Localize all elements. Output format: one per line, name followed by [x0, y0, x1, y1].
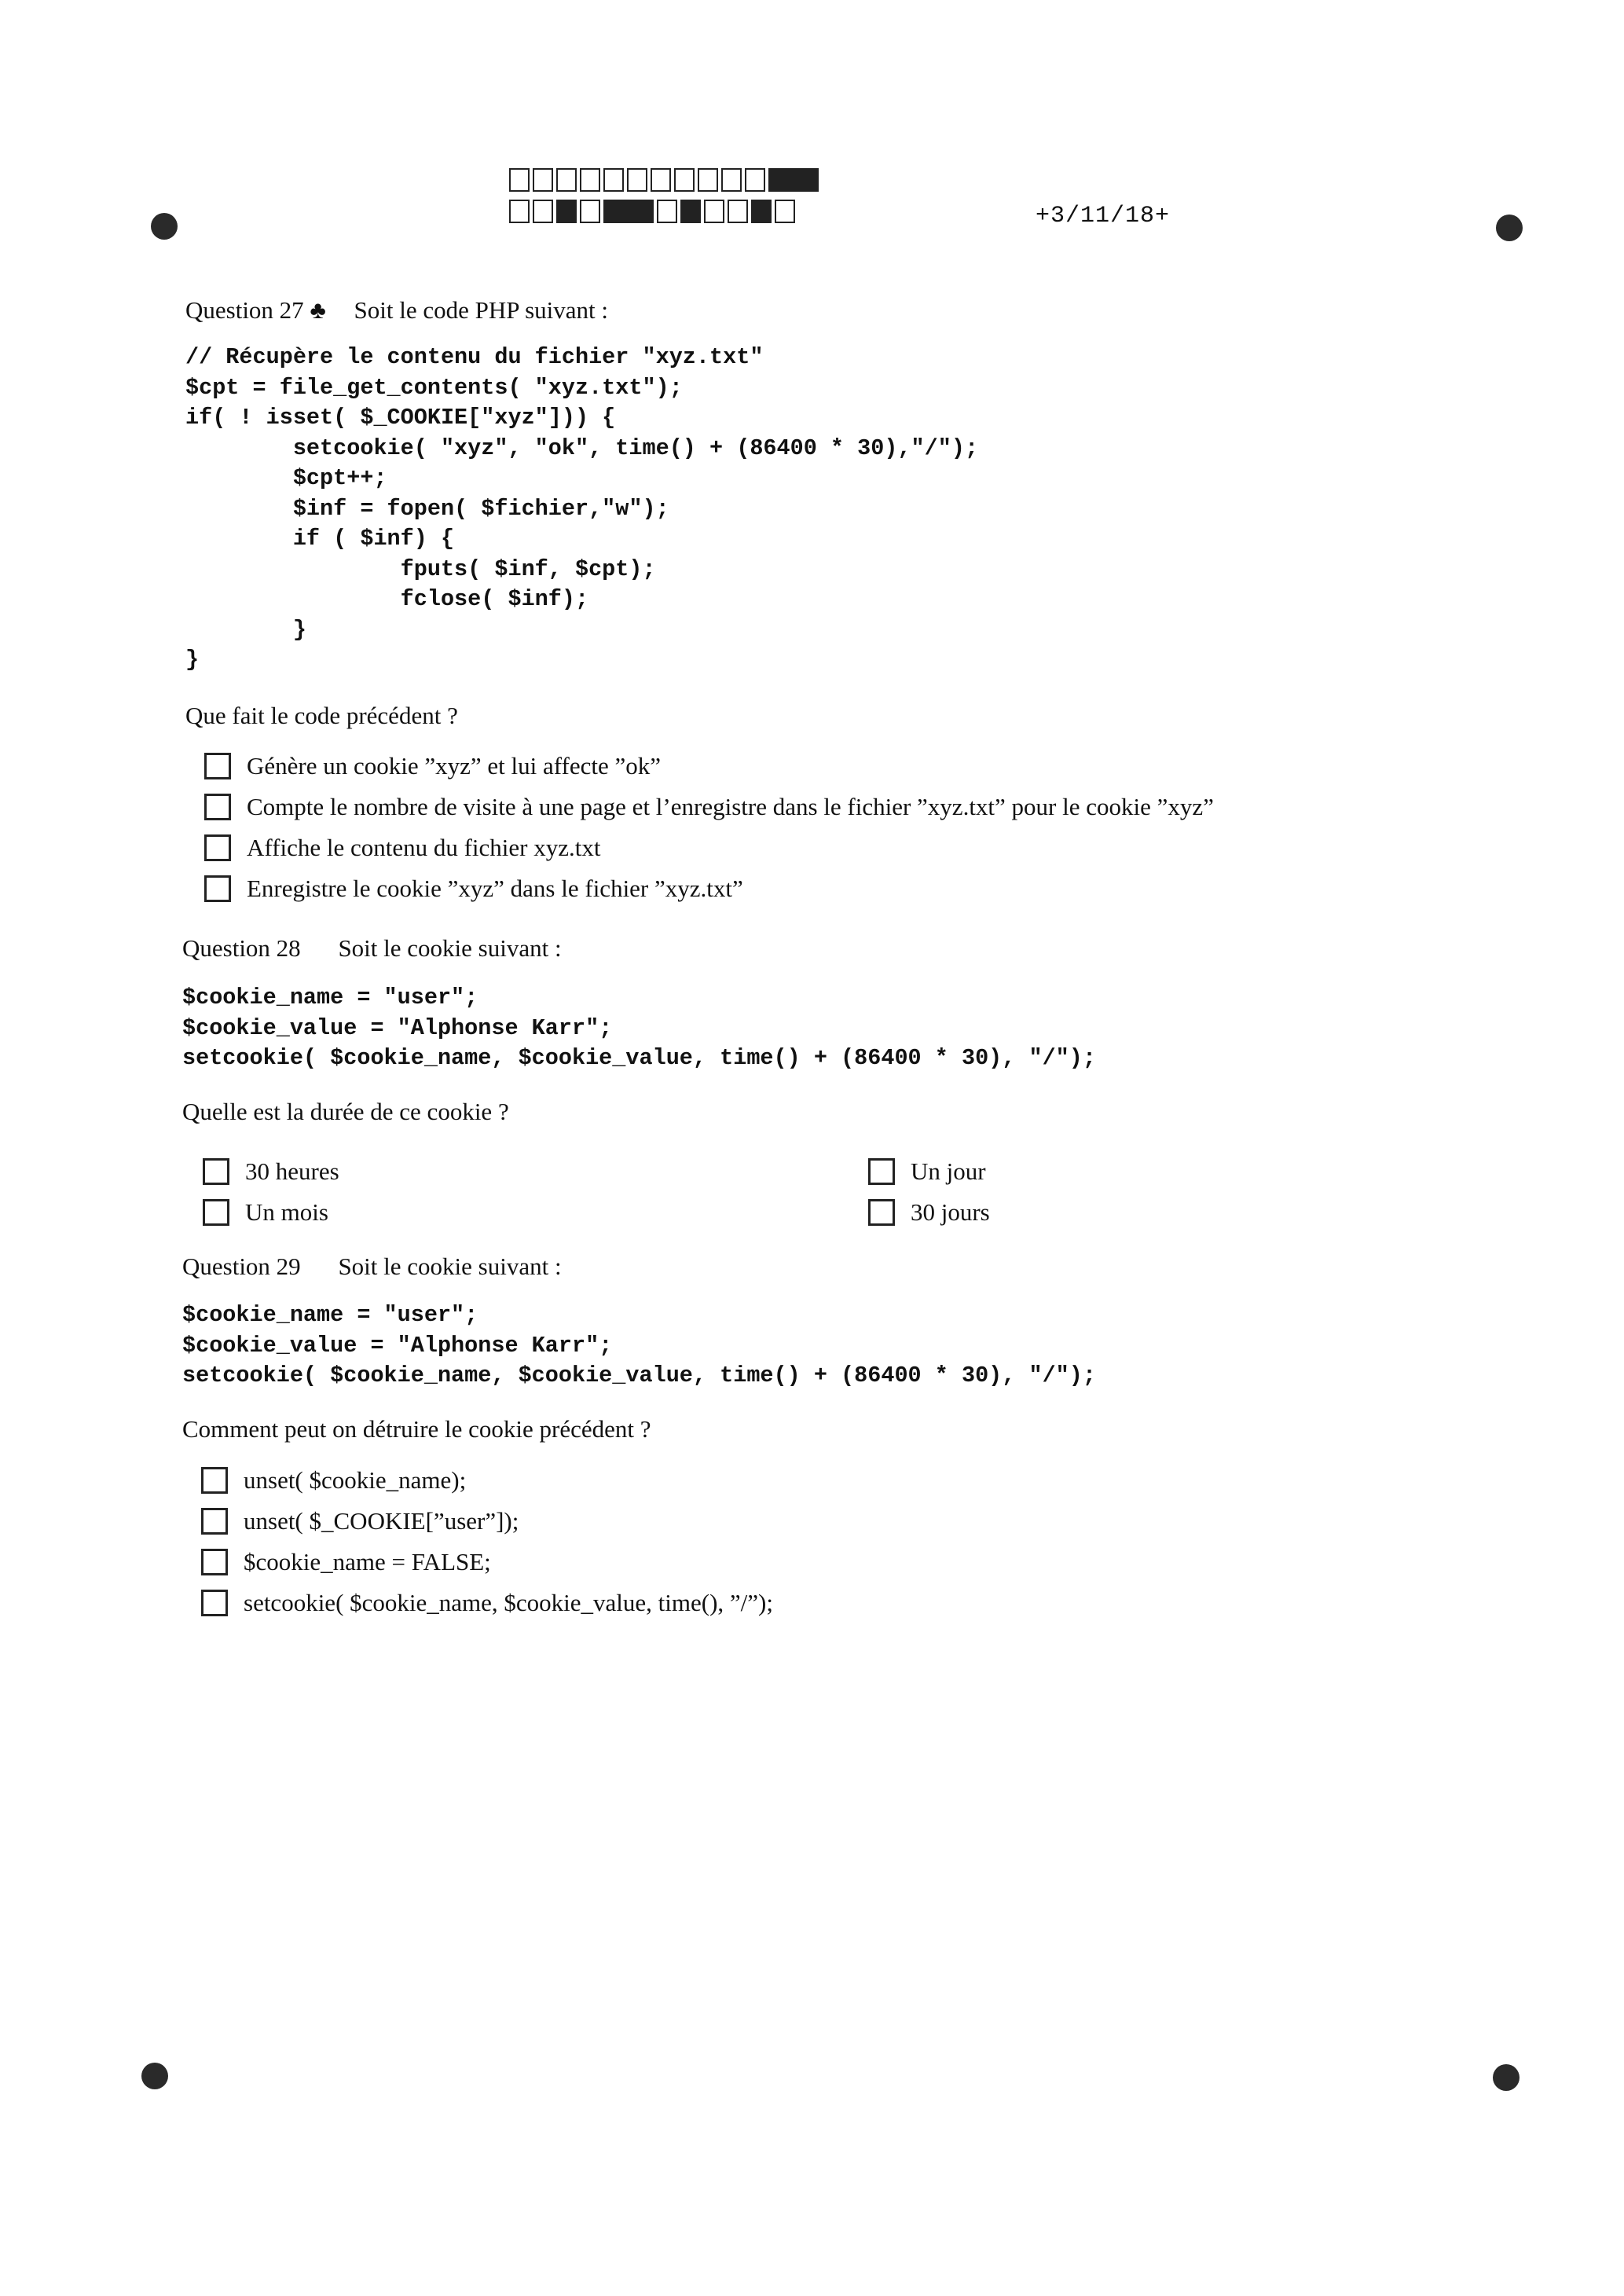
question-27-title	[185, 296, 608, 325]
answer-checkbox[interactable]	[203, 1158, 229, 1185]
question-29-title	[182, 1253, 562, 1281]
barcode-cell	[509, 200, 530, 223]
question-29-option-2[interactable]	[201, 1507, 519, 1535]
page-id: +3/11/18+	[1036, 203, 1171, 229]
barcode-cell-filled	[603, 200, 654, 223]
code-line: setcookie( $cookie_name, $cookie_value, time() + (86400 * 30), "/");	[182, 1045, 1096, 1071]
option-label: Un jour	[911, 1157, 986, 1185]
barcode-cell	[580, 200, 600, 223]
barcode-cell	[580, 168, 600, 192]
question-28-option-2[interactable]	[868, 1157, 986, 1186]
question-intro: Soit le code PHP suivant :	[354, 296, 609, 324]
code-line: fclose( $inf);	[185, 586, 589, 612]
question-intro: Soit le cookie suivant :	[338, 934, 562, 962]
registration-mark-top-right	[1496, 215, 1523, 241]
answer-checkbox[interactable]	[868, 1158, 895, 1185]
option-label: setcookie( $cookie_name, $cookie_value, time(), ”/”);	[244, 1589, 773, 1616]
question-27-option-2[interactable]	[204, 793, 1214, 821]
question-29-option-3[interactable]	[201, 1548, 491, 1576]
barcode-cell	[509, 168, 530, 192]
question-27-option-1[interactable]	[204, 752, 661, 780]
question-28-code	[182, 983, 1096, 1074]
barcode-cell	[674, 168, 695, 192]
barcode-cell-filled	[768, 168, 819, 192]
question-28-option-3[interactable]	[203, 1198, 328, 1227]
question-number: Question 29	[182, 1253, 301, 1280]
question-28-option-4[interactable]	[868, 1198, 990, 1227]
barcode-cell	[533, 168, 553, 192]
answer-checkbox[interactable]	[203, 1199, 229, 1226]
answer-checkbox[interactable]	[204, 834, 231, 861]
question-27-prompt: Que fait le code précédent ?	[185, 702, 458, 729]
code-line: // Récupère le contenu du fichier "xyz.txt"	[185, 344, 764, 370]
question-number: Question 28	[182, 934, 301, 962]
answer-checkbox[interactable]	[204, 794, 231, 820]
registration-mark-bottom-left	[141, 2063, 168, 2089]
barcode-cell	[533, 200, 553, 223]
code-line: $cookie_name = "user";	[182, 1302, 478, 1328]
question-29-prompt: Comment peut on détruire le cookie précédent ?	[182, 1415, 651, 1443]
barcode-cell	[651, 168, 671, 192]
question-27-option-4[interactable]	[204, 875, 743, 903]
question-28-option-1[interactable]	[203, 1157, 339, 1186]
barcode-cell	[603, 168, 624, 192]
answer-checkbox[interactable]	[201, 1590, 228, 1616]
code-line: fputs( $inf, $cpt);	[185, 556, 656, 582]
option-label: Compte le nombre de visite à une page et l’enregistre dans le fichier ”xyz.txt” pour le cookie ”xyz”	[247, 793, 1214, 820]
id-barcode-row-2	[509, 200, 798, 223]
barcode-cell-filled	[751, 200, 772, 223]
option-label: unset( $cookie_name);	[244, 1466, 467, 1494]
barcode-cell-filled	[680, 200, 701, 223]
code-line: $inf = fopen( $fichier,"w");	[185, 495, 669, 522]
answer-checkbox[interactable]	[201, 1467, 228, 1494]
barcode-cell	[556, 168, 577, 192]
option-label: Génère un cookie ”xyz” et lui affecte ”ok”	[247, 752, 661, 779]
barcode-cell	[704, 200, 724, 223]
registration-mark-bottom-right	[1493, 2064, 1520, 2091]
question-intro: Soit le cookie suivant :	[338, 1253, 562, 1280]
barcode-cell	[745, 168, 765, 192]
answer-checkbox[interactable]	[868, 1199, 895, 1226]
option-label: Un mois	[245, 1198, 328, 1226]
question-number: Question 27	[185, 296, 304, 324]
question-28-title	[182, 934, 562, 963]
code-line: $cpt++;	[185, 465, 387, 491]
code-line: setcookie( $cookie_name, $cookie_value, time() + (86400 * 30), "/");	[182, 1363, 1096, 1388]
question-28-prompt: Quelle est la durée de ce cookie ?	[182, 1098, 509, 1125]
question-27-option-3[interactable]	[204, 834, 600, 862]
registration-mark-top-left	[151, 213, 178, 240]
code-line: if( ! isset( $_COOKIE["xyz"])) {	[185, 405, 616, 431]
code-line: }	[185, 616, 306, 643]
option-label: 30 jours	[911, 1198, 990, 1226]
barcode-cell	[627, 168, 647, 192]
answer-checkbox[interactable]	[204, 753, 231, 779]
answer-checkbox[interactable]	[204, 875, 231, 902]
code-line: }	[185, 647, 200, 673]
option-label: Enregistre le cookie ”xyz” dans le fichier ”xyz.txt”	[247, 875, 743, 902]
code-line: $cookie_value = "Alphonse Karr";	[182, 1014, 613, 1041]
barcode-cell	[721, 168, 742, 192]
question-29-option-4[interactable]	[201, 1589, 773, 1617]
answer-checkbox[interactable]	[201, 1549, 228, 1575]
id-barcode-row-1	[509, 168, 822, 192]
question-27-code	[185, 343, 978, 676]
answer-checkbox[interactable]	[201, 1508, 228, 1535]
barcode-cell	[698, 168, 718, 192]
barcode-cell	[657, 200, 677, 223]
question-29-option-1[interactable]	[201, 1466, 466, 1495]
code-line: $cookie_name = "user";	[182, 985, 478, 1010]
option-label: 30 heures	[245, 1157, 339, 1185]
option-label: unset( $_COOKIE[”user”]);	[244, 1507, 519, 1535]
barcode-cell	[728, 200, 748, 223]
code-line: if ( $inf) {	[185, 526, 455, 552]
option-label: Affiche le contenu du fichier xyz.txt	[247, 834, 601, 861]
code-line: $cpt = file_get_contents( "xyz.txt");	[185, 374, 683, 401]
question-29-code	[182, 1300, 1096, 1392]
code-line: $cookie_value = "Alphonse Karr";	[182, 1332, 613, 1359]
club-marker-icon: ♣	[310, 296, 326, 324]
barcode-cell	[775, 200, 795, 223]
option-label: $cookie_name = FALSE;	[244, 1548, 491, 1575]
barcode-cell-filled	[556, 200, 577, 223]
code-line: setcookie( "xyz", "ok", time() + (86400 * 30),"/");	[185, 435, 979, 461]
